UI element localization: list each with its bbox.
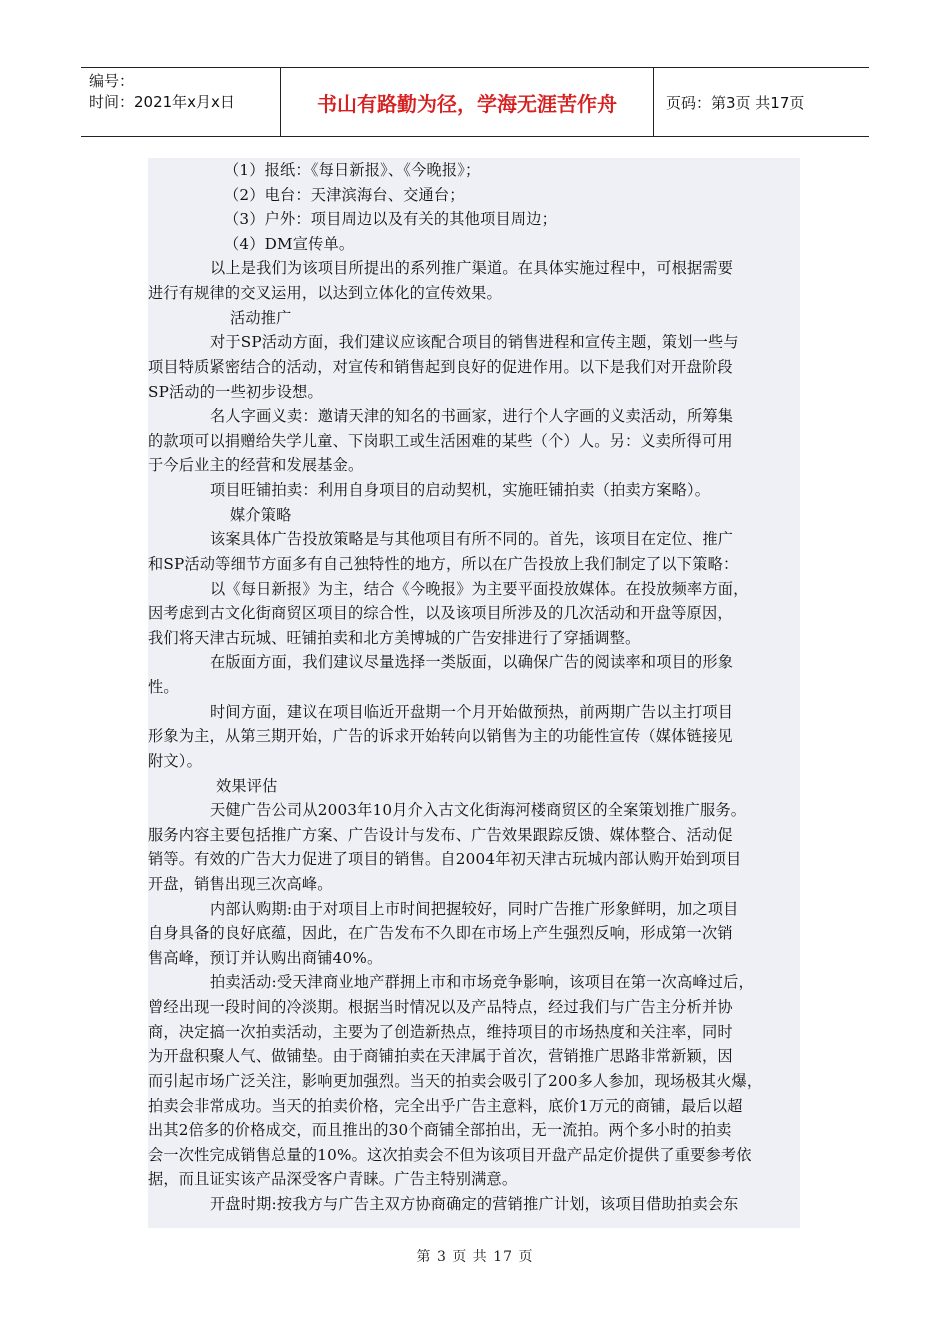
text-line: 据，而且证实该产品深受客户青睐。广告主特别满意。 [148,1170,518,1189]
text-line: 开盘时期:按我方与广告主双方协商确定的营销推广计划，该项目借助拍卖会东 [210,1195,739,1214]
text-line: 以《每日新报》为主，结合《今晚报》为主要平面投放媒体。在投放频率方面， [210,579,749,598]
text-line: 拍卖会非常成功。当天的拍卖价格，完全出乎广告主意料，底价1万元的商铺，最后以超 [148,1096,743,1115]
text-line: 服务内容主要包括推广方案、广告设计与发布、广告效果跟踪反馈、媒体整合、活动促 [148,825,733,844]
text-line: 为开盘积聚人气、做铺垫。由于商铺拍卖在天津属于首次，营销推广思路非常新颖，因 [148,1047,733,1066]
text-line: 因考虑到古文化街商贸区项目的综合性，以及该项目所涉及的几次活动和开盘等原因， [148,604,733,623]
text-line: 时间方面，建议在项目临近开盘期一个月开始做预热，前两期广告以主打项目 [210,702,734,721]
text-line: 进行有规律的交叉运用，以达到立体化的宣传效果。 [148,284,502,303]
text-line: 拍卖活动:受天津商业地产群拥上市和市场竞争影响，该项目在第一次高峰过后， [210,973,754,992]
number-label: 编号： [89,72,135,90]
text-line: 自身具备的良好底蕴，因此，在广告发布不久即在市场上产生强烈反响，形成第一次销 [148,924,733,943]
header-page-info: 页码：第3页 共17页 [666,93,805,112]
text-line: （4）DM宣传单。 [224,234,355,253]
page-header [81,67,869,137]
text-line: 售高峰，预订并认购出商铺40%。 [148,948,383,967]
text-line: 性。 [148,678,179,697]
text-line: SP活动的一些初步设想。 [148,382,323,401]
text-line: 项目旺铺拍卖：利用自身项目的启动契机，实施旺铺拍卖（拍卖方案略）。 [210,481,711,500]
text-line: 项目特质紧密结合的活动，对宣传和销售起到良好的促进作用。以下是我们对开盘阶段 [148,357,733,376]
text-line: 该案具体广告投放策略是与其他项目有所不同的。首先，该项目在定位、推广 [210,530,734,549]
text-line: （2）电台：天津滨海台、交通台； [224,185,465,204]
text-line: 开盘，销售出现三次高峰。 [148,874,333,893]
text-line: 在版面方面，我们建议尽量选择一类版面，以确保广告的阅读率和项目的形象 [210,653,734,672]
text-line: 和SP活动等细节方面多有自己独特性的地方，所以在广告投放上我们制定了以下策略： [148,554,739,573]
time-label: 时间：2021年x月x日 [89,93,235,111]
header-meta [81,68,281,136]
text-line: 我们将天津古玩城、旺铺拍卖和北方美博城的广告安排进行了穿插调整。 [148,628,641,647]
header-motto: 书山有路勤为径，学海无涯苦作舟 [281,68,654,136]
page-footer: 第 3 页 共 17 页 [416,1249,534,1265]
text-line: 出其2倍多的价格成交，而且推出的30个商铺全部拍出，无一流拍。两个多小时的拍卖 [148,1121,732,1140]
text-line: 附文）。 [148,751,202,770]
text-line: 的款项可以捐赠给失学儿童、下岗职工或生活困难的某些（个）人。另：义卖所得可用 [148,431,733,450]
text-line: 名人字画义卖：邀请天津的知名的书画家，进行个人字画的义卖活动，所筹集 [210,407,734,426]
text-line: 活动推广 [230,308,292,327]
text-line: 天健广告公司从2003年10月介入古文化街海河楼商贸区的全案策划推广服务。 [210,801,747,820]
text-line: 于今后业主的经营和发展基金。 [148,456,364,475]
text-line: 效果评估 [216,776,278,795]
text-line: 以上是我们为该项目所提出的系列推广渠道。在具体实施过程中，可根据需要 [210,259,734,278]
document-body [148,158,800,1228]
text-line: 而引起市场广泛关注，影响更加强烈。当天的拍卖会吸引了200多人参加，现场极其火爆， [148,1071,763,1090]
text-line: （1）报纸：《每日新报》、《今晚报》； [224,161,481,179]
text-line: 形象为主，从第三期开始，广告的诉求开始转向以销售为主的功能性宣传（媒体链接见 [148,727,733,746]
text-line: 销等。有效的广告大力促进了项目的销售。自2004年初天津古玩城内部认购开始到项目 [148,850,742,869]
text-line: 曾经出现一段时间的冷淡期。根据当时情况以及产品特点，经过我们与广告主分析并协 [148,998,733,1017]
text-line: 内部认购期:由于对项目上市时间把握较好，同时广告推广形象鲜明，加之项目 [210,899,739,918]
text-line: 媒介策略 [230,505,292,524]
text-line: 商，决定搞一次拍卖活动，主要为了创造新热点，维持项目的市场热度和关注率，同时 [148,1022,733,1041]
text-line: （3）户外：项目周边以及有关的其他项目周边； [224,210,558,229]
text-line: 会一次性完成销售总量的10%。这次拍卖会不但为该项目开盘产品定价提供了重要参考依 [148,1145,752,1164]
text-line: 对于SP活动方面，我们建议应该配合项目的销售进程和宣传主题，策划一些与 [210,333,739,352]
